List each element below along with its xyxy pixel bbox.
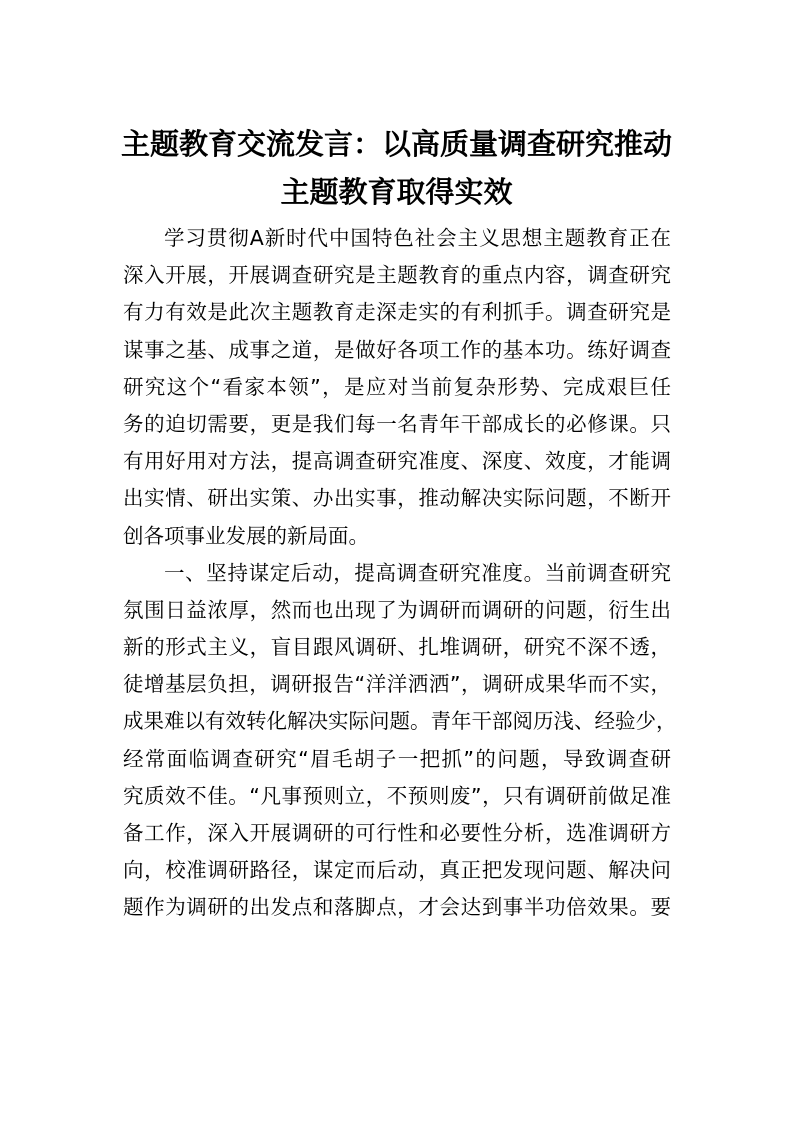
text-line: 务的迫切需要，更是我们每一名青年干部成长的必修课。只 — [123, 411, 671, 436]
document-body — [123, 220, 677, 927]
text-line: 谋事之基、成事之道，是做好各项工作的基本功。练好调查 — [123, 337, 671, 362]
text-line: 有用好用对方法，提高调查研究准度、深度、效度，才能调 — [123, 449, 671, 474]
text-line: 创各项事业发展的新局面。 — [123, 523, 369, 548]
paragraph-intro — [123, 220, 671, 555]
text-line: 究质效不佳。“凡事预则立，不预则废”，只有调研前做足准 — [123, 783, 671, 808]
document-title-line-1: 主题教育交流发言：以高质量调查研究推动 — [120, 127, 672, 161]
text-line: 氛围日益浓厚，然而也出现了为调研而调研的问题，衍生出 — [123, 597, 671, 622]
text-line: 徒增基层负担，调研报告“洋洋洒洒”，调研成果华而不实， — [123, 672, 671, 697]
text-line: 学习贯彻A新时代中国特色社会主义思想主题教育正在 — [164, 226, 671, 250]
document-title-line-2: 主题教育取得实效 — [280, 175, 513, 209]
text-line: 题作为调研的出发点和落脚点，才会达到事半功倍效果。要 — [123, 895, 671, 920]
text-line: 有力有效是此次主题教育走深走实的有利抓手。调查研究是 — [123, 300, 671, 325]
paragraph-section-one — [123, 555, 677, 927]
text-line: 备工作，深入开展调研的可行性和必要性分析，选准调研方 — [123, 821, 671, 845]
text-line: 新的形式主义，盲目跟风调研、扎堆调研，研究不深不透， — [123, 635, 671, 660]
text-line: 一、坚持谋定后动，提高调查研究准度。当前调查研究 — [164, 560, 671, 585]
text-line: 经常面临调查研究“眉毛胡子一把抓”的问题，导致调查研 — [123, 746, 671, 771]
text-line: 研究这个“看家本领”，是应对当前复杂形势、完成艰巨任 — [123, 374, 671, 399]
text-line: 出实情、研出实策、办出实事，推动解决实际问题，不断开 — [123, 486, 671, 511]
text-line: 向，校准调研路径，谋定而后动，真正把发现问题、解决问 — [123, 858, 671, 883]
text-line: 深入开展，开展调查研究是主题教育的重点内容，调查研究 — [123, 263, 671, 288]
text-line: 成果难以有效转化解决实际问题。青年干部阅历浅、经验少， — [123, 709, 677, 734]
